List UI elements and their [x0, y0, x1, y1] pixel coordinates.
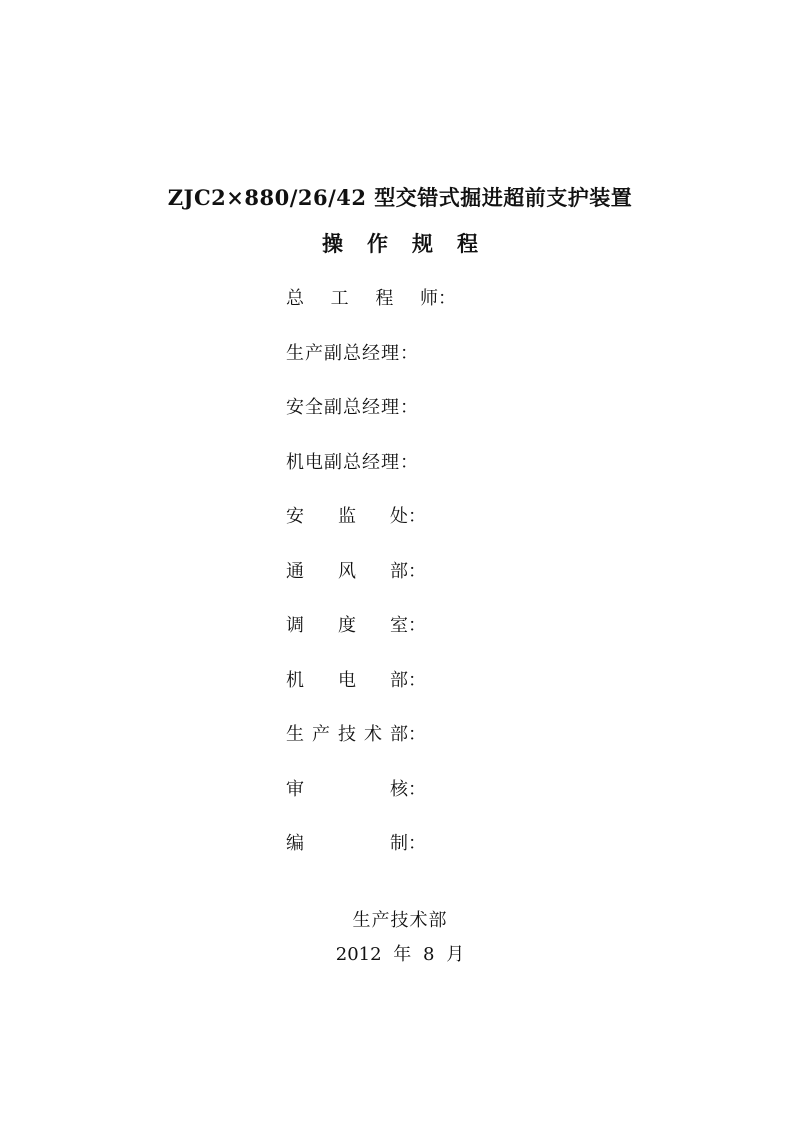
- signoff-label: 机电副总经理：: [286, 451, 419, 473]
- signoff-row-electromech-dept: [286, 667, 626, 722]
- signoff-label: 审 核：: [286, 778, 426, 800]
- signoff-row-production-tech: [286, 721, 626, 776]
- signoff-row-electromech-vp: [286, 449, 626, 504]
- signoff-label: 生 产 技 术 部：: [286, 724, 426, 745]
- signoff-row-review: [286, 776, 626, 831]
- signoff-row-compiled-by: [286, 830, 626, 885]
- signoff-label: 安全副总经理：: [286, 397, 419, 418]
- signoff-label: 编 制：: [286, 833, 426, 854]
- document-title: ZJC2×880/26/42 型交错式掘进超前支护装置: [167, 185, 633, 210]
- signoff-label: 生产副总经理：: [286, 342, 419, 364]
- document-subtitle: 操作规程: [322, 231, 502, 256]
- signoff-label: 总 工 程 师：: [286, 288, 456, 309]
- signoff-list: [286, 285, 626, 885]
- signoff-label: 安 监 处：: [286, 506, 426, 527]
- issue-date: 2012 年 8 月: [335, 944, 465, 965]
- signoff-row-production-vp: [286, 340, 626, 395]
- signoff-label: 通 风 部：: [286, 560, 426, 582]
- signoff-row-chief-engineer: [286, 285, 626, 340]
- signoff-label: 机 电 部：: [286, 669, 426, 691]
- signoff-row-safety-office: [286, 503, 626, 558]
- signoff-row-safety-vp: [286, 394, 626, 449]
- signoff-label: 调 度 室：: [286, 615, 426, 636]
- signoff-row-ventilation: [286, 558, 626, 613]
- issuing-department: 生产技术部: [352, 910, 448, 931]
- signoff-row-dispatch: [286, 612, 626, 667]
